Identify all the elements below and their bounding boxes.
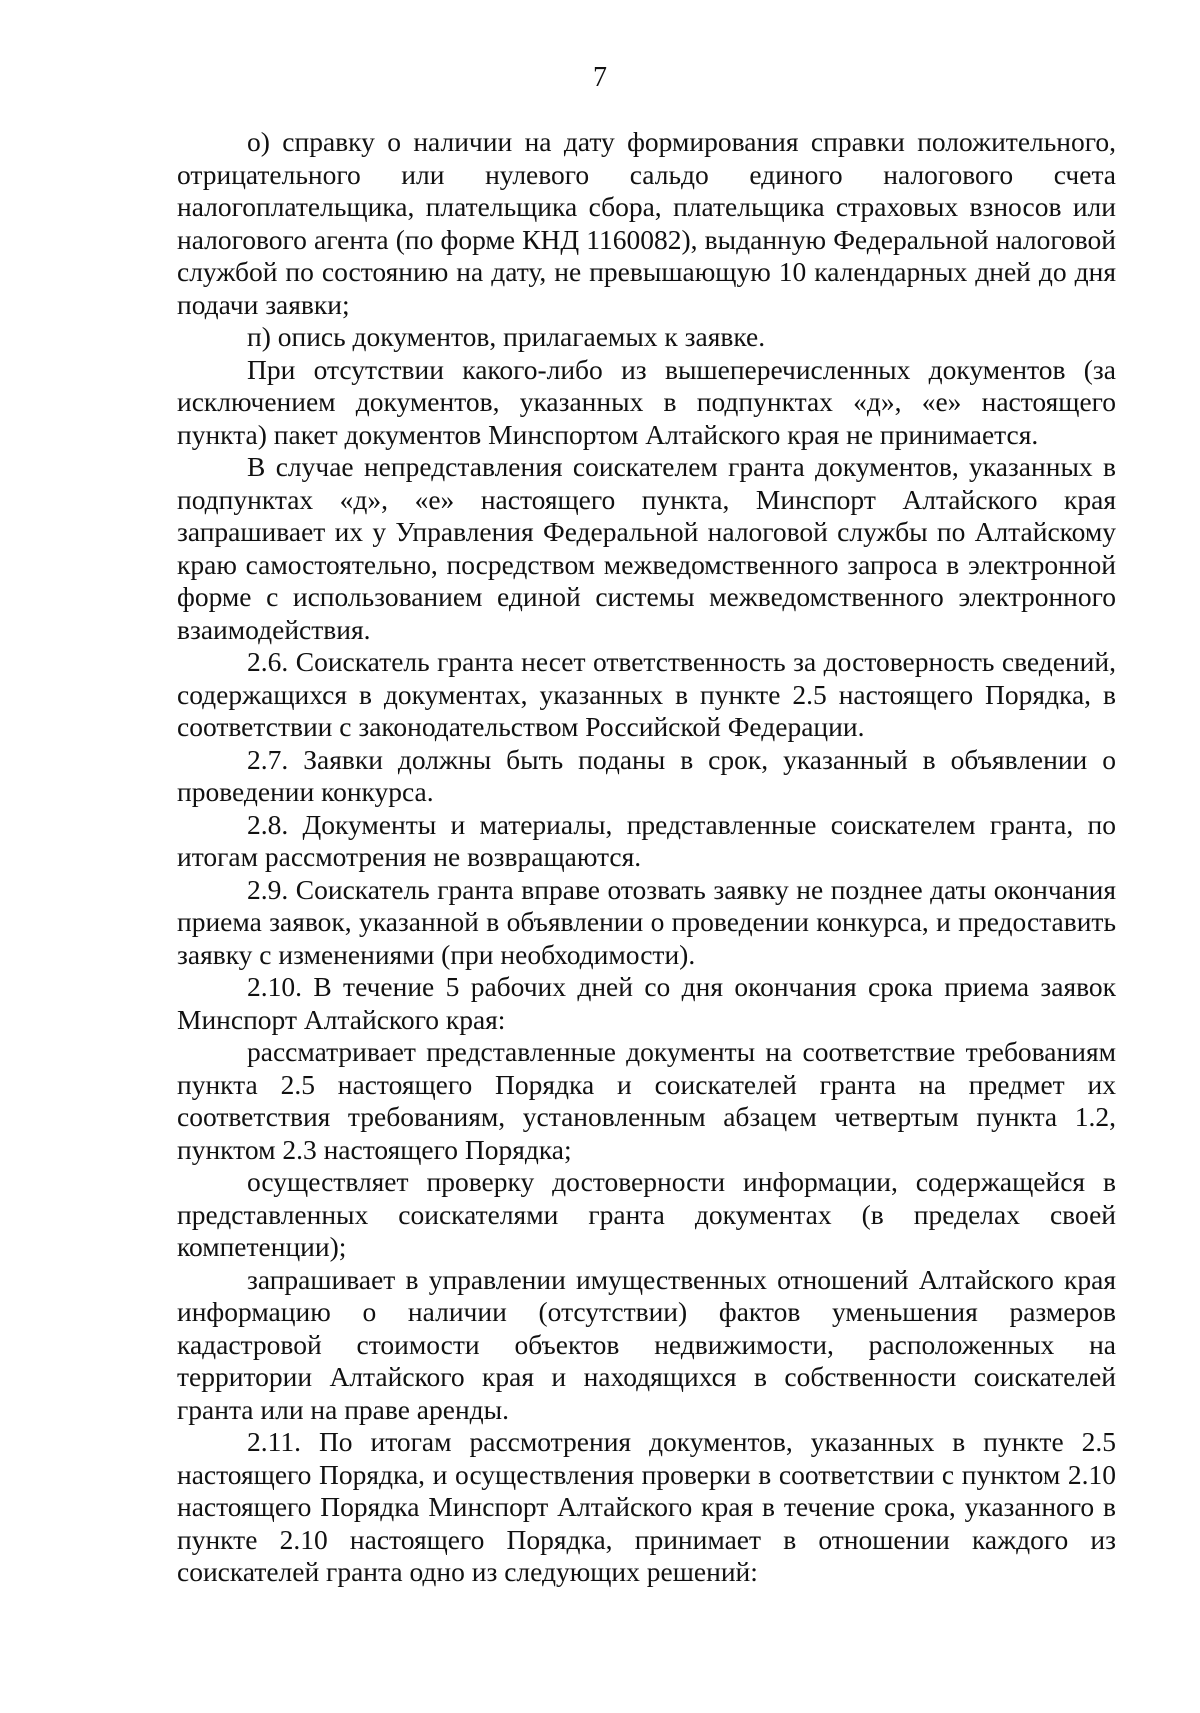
paragraph-item-p: п) опись документов, прилагаемых к заявке. (247, 321, 766, 352)
paragraph-item-o: о) справку о наличии на дату формирования справки положительного, отрицательного или нулевого сальдо единого налогового счета налогоплательщика, плательщика сбора, плательщика страховых взносов или налогового агента (по форме КНД 1160082), выданную Федеральной налоговой службой по состоянию на дату, не превышающую 10 календарных дней до дня подачи заявки; (177, 126, 1116, 320)
paragraph-missing-documents: При отсутствии какого-либо из вышеперечисленных документов (за исключением документов, указанных в подпунктах «д», «е» настоящего пункта) пакет документов Минспортом Алтайского края не принимается. (177, 353, 1116, 450)
paragraph-2-8: 2.8. Документы и материалы, представленные соискателем гранта, по итогам рассмотрения не возвращаются. (177, 808, 1116, 872)
paragraph-2-10-verification: осуществляет проверку достоверности информации, содержащейся в представленных соискателями гранта документах (в пределах своей компетенции); (177, 1166, 1116, 1262)
page-number: 7 (593, 62, 607, 93)
paragraph-2-10-request: запрашивает в управлении имущественных отношений Алтайского края информацию о наличии (отсутствии) фактов уменьшения размеров кадастровой стоимости объектов недвижимости, расположенных на территории Алтайского края и находящихся в собственности соискателей гранта или на праве аренды. (177, 1263, 1116, 1425)
paragraph-2-10: 2.10. В течение 5 рабочих дней со дня окончания срока приема заявок Минспорт Алтайского края: (177, 971, 1116, 1035)
document-body (177, 126, 1116, 1589)
paragraph-non-submission: В случае непредставления соискателем гранта документов, указанных в подпунктах «д», «е» настоящего пункта, Минспорт Алтайского края запрашивает их у Управления Федеральной налоговой службы по Алтайскому краю самостоятельно, посредством межведомственного запроса в электронной форме с использованием единой системы межведомственного электронного взаимодействия. (177, 451, 1116, 645)
paragraph-2-9: 2.9. Соискатель гранта вправе отозвать заявку не позднее даты окончания приема заявок, указанной в объявлении о проведении конкурса, и предоставить заявку с изменениями (при необходимости). (177, 873, 1116, 970)
paragraph-2-10-review: рассматривает представленные документы на соответствие требованиям пункта 2.5 настоящего Порядка и соискателей гранта на предмет их соответствия требованиям, установленным абзацем четвертым пункта 1.2, пунктом 2.3 настоящего Порядка; (177, 1036, 1116, 1165)
paragraph-2-11: 2.11. По итогам рассмотрения документов, указанных в пункте 2.5 настоящего Порядка, и осуществления проверки в соответствии с пунктом 2.10 настоящего Порядка Минспорт Алтайского края в течение срока, указанного в пункте 2.10 настоящего Порядка, принимает в отношении каждого из соискателей гранта одно из следующих решений: (177, 1426, 1116, 1587)
paragraph-2-6: 2.6. Соискатель гранта несет ответственность за достоверность сведений, содержащихся в документах, указанных в пункте 2.5 настоящего Порядка, в соответствии с законодательством Российской Федерации. (177, 646, 1116, 742)
paragraph-2-7: 2.7. Заявки должны быть поданы в срок, указанный в объявлении о проведении конкурса. (177, 743, 1116, 807)
